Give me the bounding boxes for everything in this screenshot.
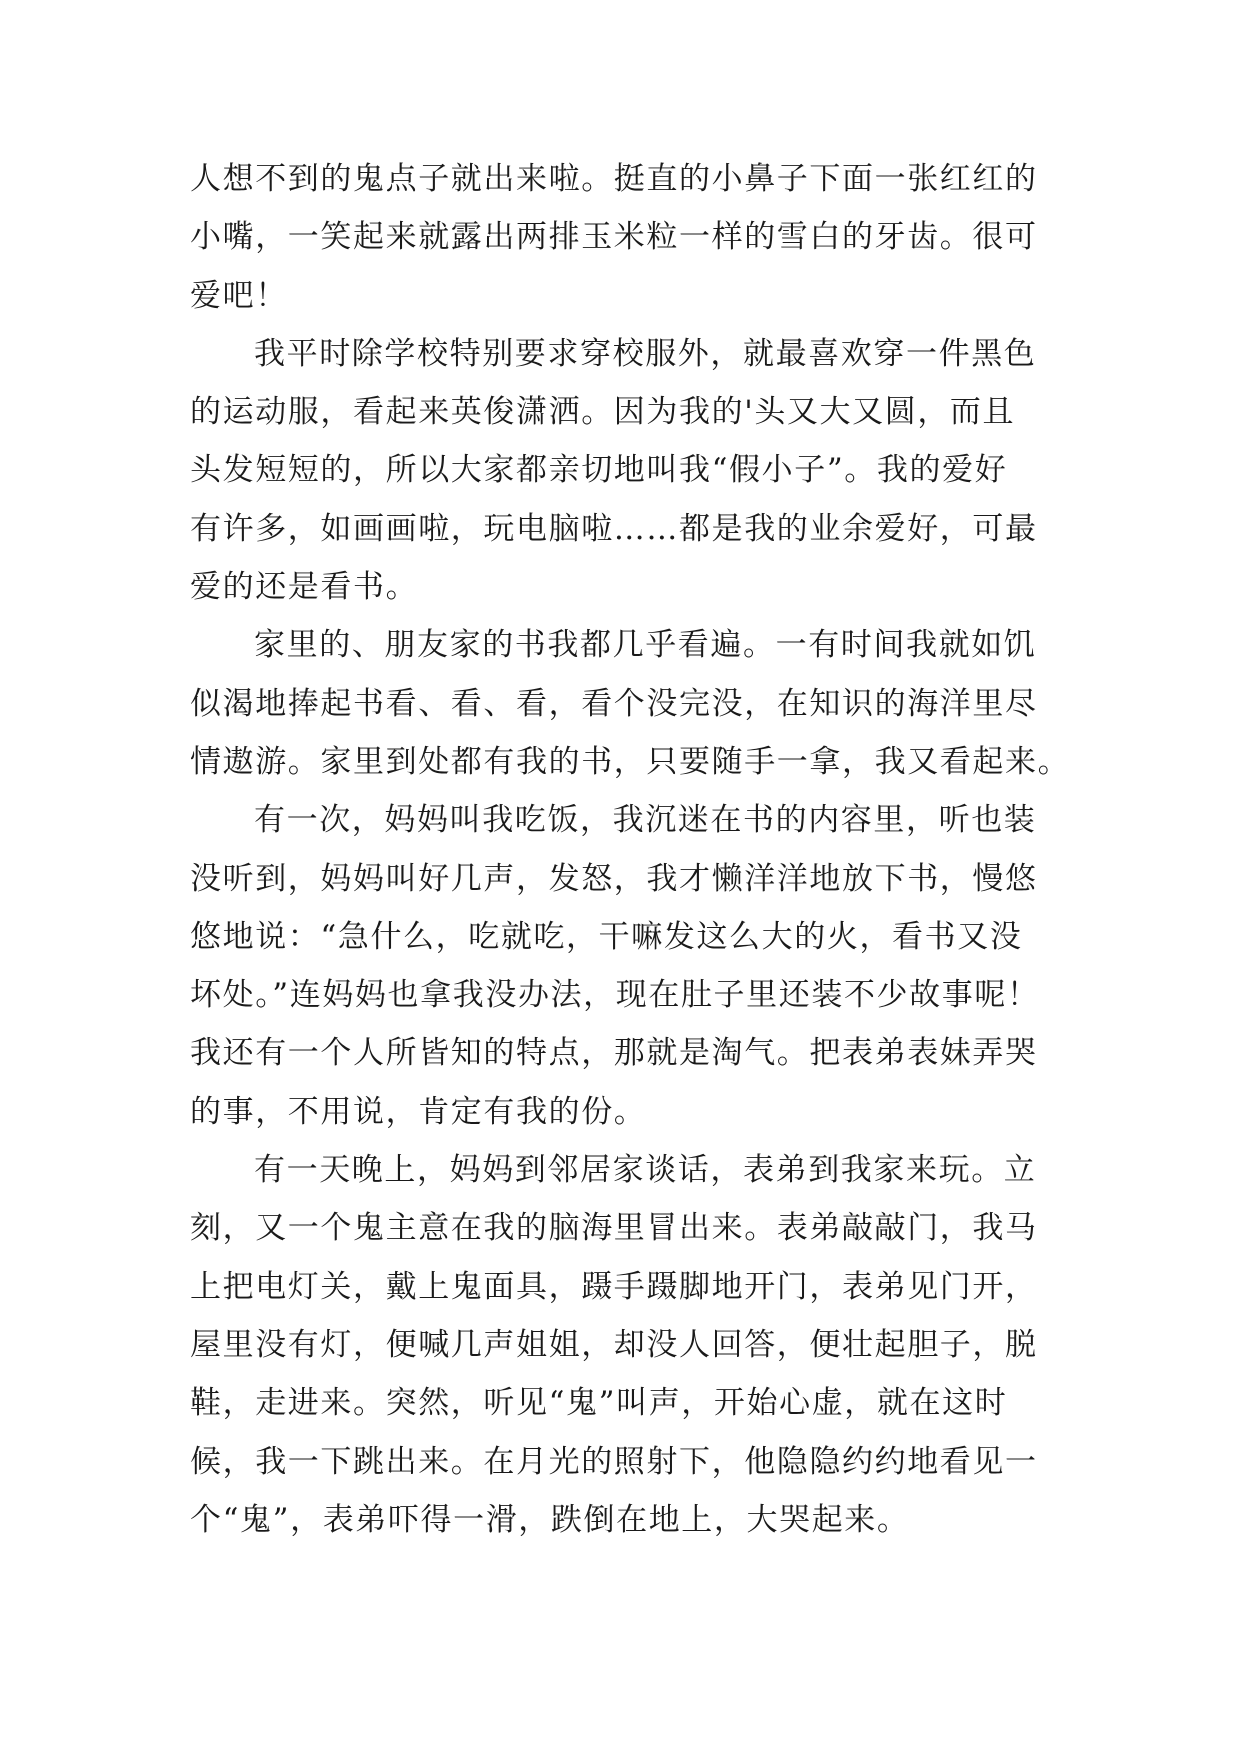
text-line: 的事，不用说，肯定有我的份。 [190,1093,647,1130]
text-line: 爱的还是看书。 [190,569,419,606]
paragraph-first-line: 家里的、朋友家的书我都几乎看遍。一有时间我就如饥 [254,627,1037,664]
text-line: 爱吧！ [190,277,288,314]
text-line: 似渴地捧起书看、看、看，看个没完没，在知识的海洋里尽 [190,685,1038,722]
text-line: 小嘴，一笑起来就露出两排玉米粒一样的雪白的牙齿。很可 [190,219,1038,256]
text-line: 鞋，走进来。突然，听见“鬼”叫声，开始心虚，就在这时 [190,1385,1008,1422]
text-line: 有许多，如画画啦，玩电脑啦……都是我的业余爱好，可最 [190,510,1038,547]
text-line: 个“鬼”，表弟吓得一滑，跌倒在地上，大哭起来。 [190,1501,910,1538]
paragraph-first-line: 我平时除学校特别要求穿校服外，就最喜欢穿一件黑色 [254,335,1037,372]
text-line: 人想不到的鬼点子就出来啦。挺直的小鼻子下面一张红红的 [190,161,1038,197]
text-line: 情遨游。家里到处都有我的书，只要随手一拿，我又看起来。 [190,743,1071,780]
text-line: 没听到，妈妈叫好几声，发怒，我才懒洋洋地放下书，慢悠 [190,860,1038,897]
paragraph-first-line: 有一天晚上，妈妈到邻居家谈话，表弟到我家来玩。立 [254,1152,1037,1189]
text-line: 候，我一下跳出来。在月光的照射下，他隐隐约约地看见一 [190,1443,1038,1480]
paragraph-first-line: 有一次，妈妈叫我吃饭，我沉迷在书的内容里，听也装 [254,802,1037,839]
text-line: 悠地说：“急什么，吃就吃，干嘛发这么大的火，看书又没 [190,918,1023,955]
document-body [190,150,1071,1549]
text-line: 我还有一个人所皆知的特点，那就是淘气。把表弟表妹弄哭 [190,1035,1038,1072]
text-line: 头发短短的，所以大家都亲切地叫我“假小子”。我的爱好 [190,452,1008,489]
text-line: 坏处。”连妈妈也拿我没办法，现在肚子里还装不少故事呢！ [190,977,1040,1014]
text-line: 上把电灯关，戴上鬼面具，蹑手蹑脚地开门，表弟见门开， [190,1268,1038,1305]
text-line: 屋里没有灯，便喊几声姐姐，却没人回答，便壮起胆子，脱 [190,1326,1038,1363]
text-line: 刻，又一个鬼主意在我的脑海里冒出来。表弟敲敲门，我马 [190,1210,1038,1247]
text-line: 的运动服，看起来英俊潇洒。因为我的'头又大又圆，而且 [190,394,1016,431]
